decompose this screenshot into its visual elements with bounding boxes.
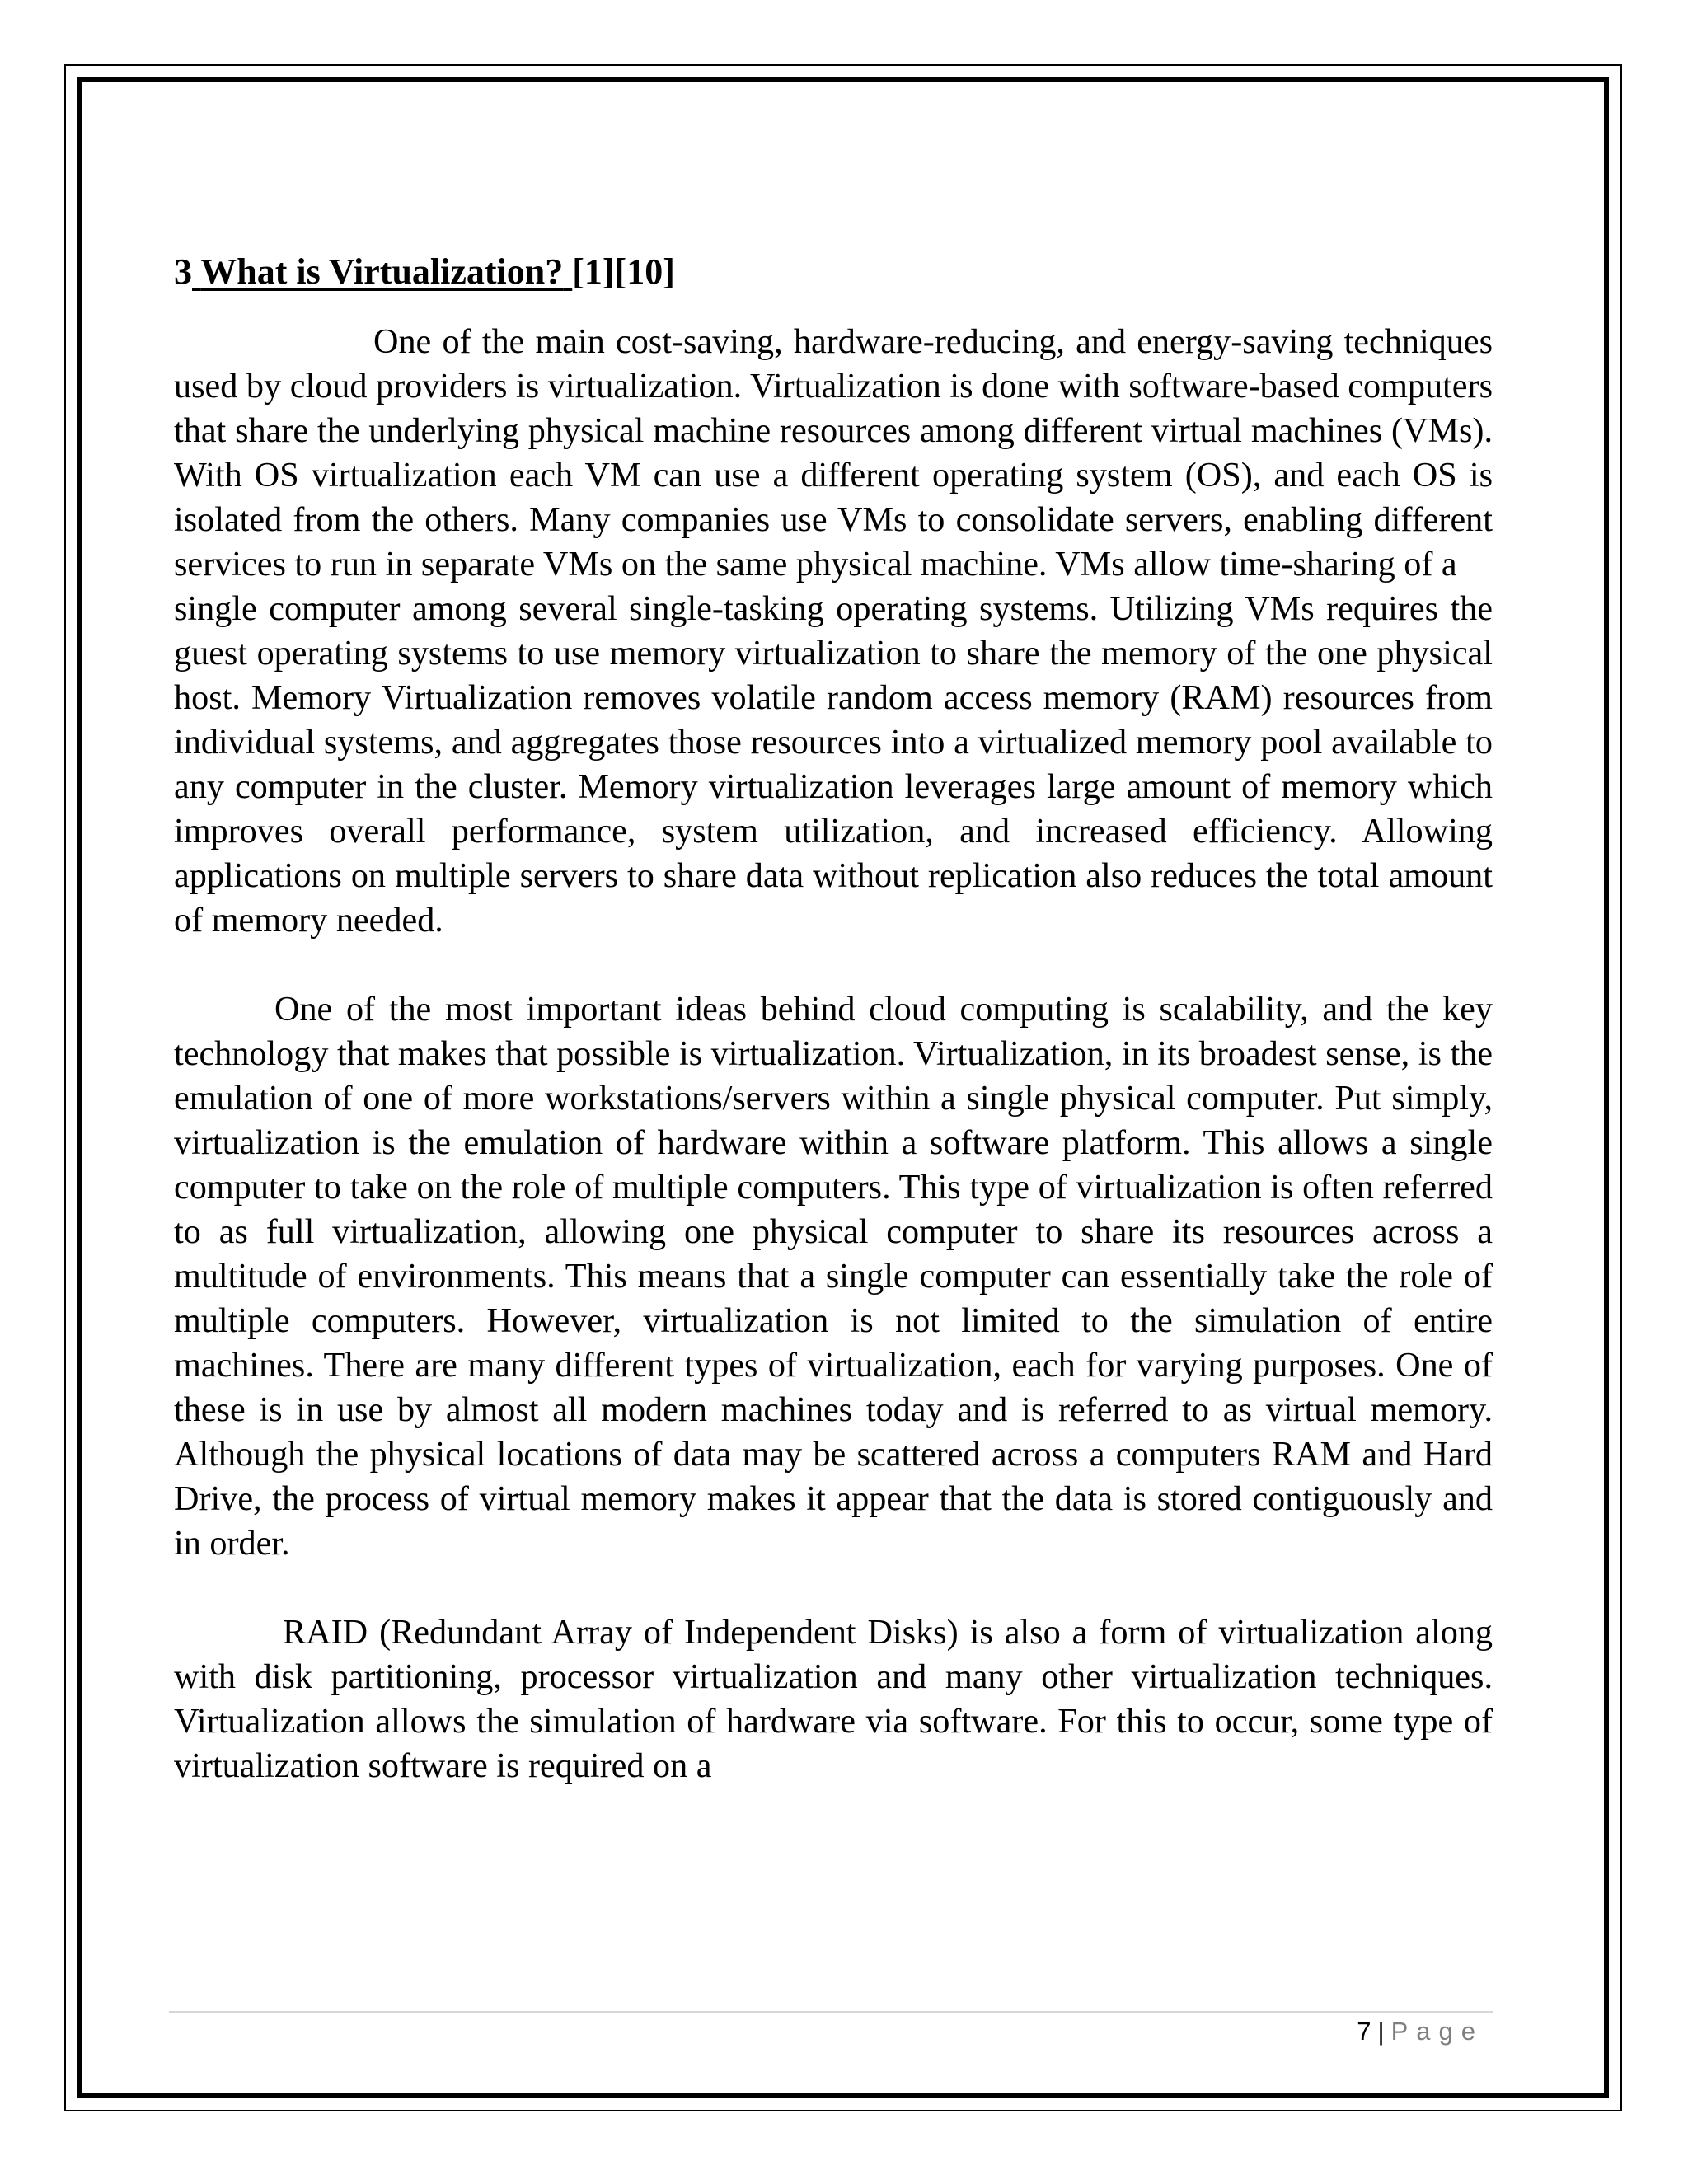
section-title: What is Virtualization? — [200, 251, 564, 292]
paragraph-1a: One of the main cost-saving, hardware-reducing, and energy-saving techniques used by cloud providers is virtualization. Virtualization is done with software-based computers that share the underlying physical machine resources among different virtual machines (VMs). With OS virtualization each VM can use a different operating system (OS), and each OS is isolated from the others. Many companies use VMs to consolidate servers, enabling different services to run in separate VMs on the same physical machine. VMs allow time-sharing of a — [174, 322, 1493, 583]
footer-divider — [169, 2011, 1493, 2013]
page-number: 7 — [1357, 2017, 1372, 2046]
section-number: 3 — [174, 251, 192, 292]
paragraph-3: RAID (Redundant Array of Independent Disks) is also a form of virtualization along with disk partitioning, processor virtualization and many other virtualization techniques. Virtualization allows the simulation of hardware via software. For this to occur, some type of virtualization software is required on a — [174, 1613, 1493, 1785]
page-footer — [1357, 2014, 1484, 2049]
paragraph-1b: single computer among several single-tasking operating systems. Utilizing VMs requires the guest operating systems to use memory virtualization to share the memory of the one physical host. Memory Virtualization removes volatile random access memory (RAM) resources from individual systems, and aggregates those resources into a virtualized memory pool available to any computer in the cluster. Memory virtualization leverages large amount of memory which improves overall performance, system utilization, and increased efficiency. Allowing applications on multiple servers to share data without replication also reduces the total amount of memory needed. — [174, 589, 1493, 940]
section-references: [1][10] — [572, 251, 675, 292]
page-content — [174, 247, 1493, 1788]
footer-separator: | — [1377, 2017, 1385, 2046]
section-heading — [174, 247, 1493, 297]
page-label: Page — [1390, 2017, 1484, 2046]
paragraph-2: One of the most important ideas behind cloud computing is scalability, and the key technology that makes that possible is virtualization. Virtualization, in its broadest sense, is the emulation of one of more workstations/servers within a single physical computer. Put simply, virtualization is the emulation of hardware within a software platform. This allows a single computer to take on the role of multiple computers. This type of virtualization is often referred to as full virtualization, allowing one physical computer to share its resources across a multitude of environments. This means that a single computer can essentially take the role of multiple computers. However, virtualization is not limited to the simulation of entire machines. There are many different types of virtualization, each for varying purposes. One of these is in use by almost all modern machines today and is referred to as virtual memory. Although the physical locations of data may be scattered across a computers RAM and Hard Drive, the process of virtual memory makes it appear that the data is stored contiguously and in order. — [174, 990, 1493, 1563]
